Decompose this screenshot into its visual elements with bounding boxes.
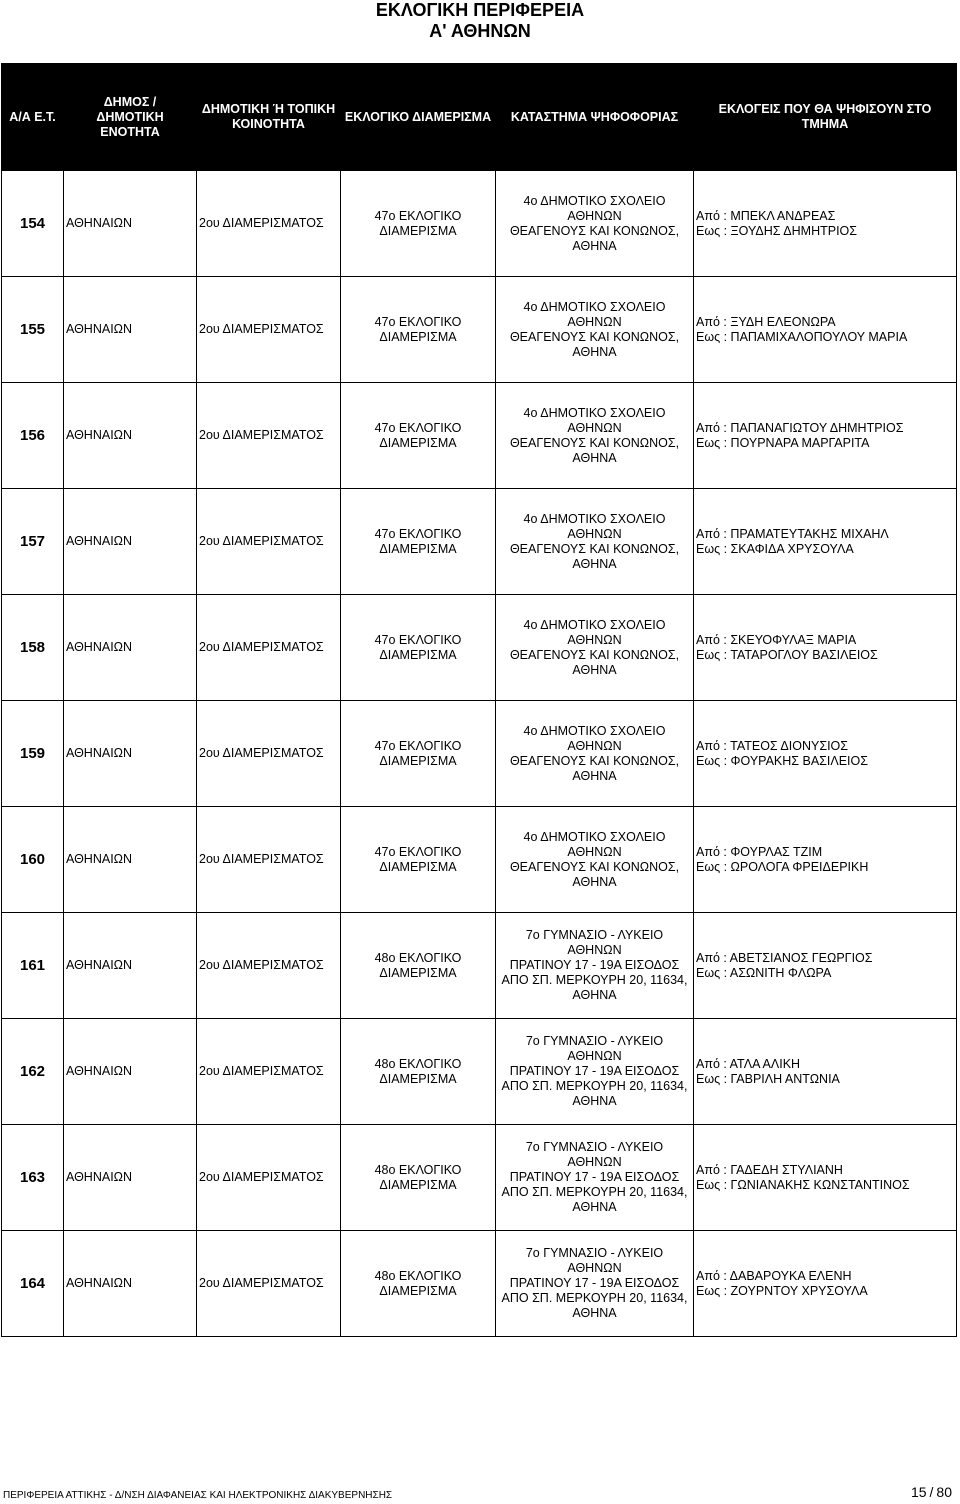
station-line-2: ΘΕΑΓΕΝΟΥΣ ΚΑΙ ΚΟΝΩΝΟΣ, <box>509 435 680 450</box>
cell-municipality: ΑΘΗΝΑΙΩΝ <box>64 807 197 913</box>
cell-voters-range <box>694 701 957 807</box>
station-line-3: ΑΠΟ ΣΠ. ΜΕΡΚΟΥΡΗ 20, 11634, <box>501 1291 688 1305</box>
voters-to: Εως : ΓΩΝΙΑΝΑΚΗΣ ΚΩΝΣΤΑΝΤΙΝΟΣ <box>696 1177 910 1192</box>
page-indicator <box>911 1484 952 1500</box>
district-line-2: ΔΙΑΜΕΡΙΣΜΑ <box>379 435 457 450</box>
station-line-1: 4ο ΔΗΜΟΤΙΚΟ ΣΧΟΛΕΙΟ ΑΘΗΝΩΝ <box>523 193 666 223</box>
header-dimos-line-1: ΔΗΜΟΣ / <box>103 94 157 109</box>
station-line-2: ΘΕΑΓΕΝΟΥΣ ΚΑΙ ΚΟΝΩΝΟΣ, <box>509 753 680 768</box>
station-line-1: 7ο ΓΥΜΝΑΣΙΟ - ΛΥΚΕΙΟ ΑΘΗΝΩΝ <box>525 1140 664 1169</box>
voters-to: Εως : ΣΚΑΦΙΔΑ ΧΡΥΣΟΥΛΑ <box>696 541 854 556</box>
cell-community: 2ου ΔΙΑΜΕΡΙΣΜΑΤΟΣ <box>197 489 341 595</box>
voters-from: Από : ΣΚΕΥΟΦΥΛΑΞ ΜΑΡΙΑ <box>696 632 857 647</box>
cell-polling-station <box>496 1125 694 1231</box>
station-line-1: 4ο ΔΗΜΟΤΙΚΟ ΣΧΟΛΕΙΟ ΑΘΗΝΩΝ <box>523 405 666 435</box>
cell-community: 2ου ΔΙΑΜΕΡΙΣΜΑΤΟΣ <box>197 1019 341 1125</box>
voters-to: Εως : ΓΑΒΡΙΛΗ ΑΝΤΩΝΙΑ <box>696 1071 840 1086</box>
district-line-2: ΔΙΑΜΕΡΙΣΜΑ <box>379 647 457 662</box>
cell-community: 2ου ΔΙΑΜΕΡΙΣΜΑΤΟΣ <box>197 701 341 807</box>
station-line-4: ΑΘΗΝΑ <box>572 450 617 465</box>
station-line-2: ΠΡΑΤΙΝΟΥ 17 - 19Α ΕΙΣΟΔΟΣ <box>509 1064 680 1078</box>
cell-community: 2ου ΔΙΑΜΕΡΙΣΜΑΤΟΣ <box>197 277 341 383</box>
polling-stations-table <box>1 63 957 1337</box>
cell-municipality: ΑΘΗΝΑΙΩΝ <box>64 701 197 807</box>
header-katastima: ΚΑΤΑΣΤΗΜΑ ΨΗΦΟΦΟΡΙΑΣ <box>496 64 694 171</box>
station-line-4: ΑΘΗΝΑ <box>572 1200 617 1214</box>
cell-station-number: 156 <box>2 383 64 489</box>
station-line-4: ΑΘΗΝΑ <box>572 768 617 783</box>
station-line-3: ΑΠΟ ΣΠ. ΜΕΡΚΟΥΡΗ 20, 11634, <box>501 1079 688 1093</box>
voters-from: Από : ΔΑΒΑΡΟΥΚΑ ΕΛΕΝΗ <box>696 1268 852 1283</box>
voters-to: Εως : ΞΟΥΔΗΣ ΔΗΜΗΤΡΙΟΣ <box>696 223 857 238</box>
district-line-2: ΔΙΑΜΕΡΙΣΜΑ <box>379 541 457 556</box>
district-line-1: 47ο ΕΚΛΟΓΙΚΟ <box>374 738 462 753</box>
district-line-1: 47ο ΕΚΛΟΓΙΚΟ <box>374 314 462 329</box>
table-row <box>2 1019 957 1125</box>
cell-municipality: ΑΘΗΝΑΙΩΝ <box>64 595 197 701</box>
station-line-1: 7ο ΓΥΜΝΑΣΙΟ - ΛΥΚΕΙΟ ΑΘΗΝΩΝ <box>525 928 664 957</box>
cell-electoral-district <box>341 1125 496 1231</box>
district-line-2: ΔΙΑΜΕΡΙΣΜΑ <box>379 965 457 980</box>
cell-polling-station <box>496 807 694 913</box>
station-line-2: ΘΕΑΓΕΝΟΥΣ ΚΑΙ ΚΟΝΩΝΟΣ, <box>509 223 680 238</box>
cell-polling-station <box>496 1231 694 1337</box>
station-line-4: ΑΘΗΝΑ <box>572 988 617 1002</box>
table-row <box>2 1231 957 1337</box>
district-line-1: 48ο ΕΚΛΟΓΙΚΟ <box>374 1268 462 1283</box>
station-line-4: ΑΘΗΝΑ <box>572 556 617 571</box>
table-row <box>2 701 957 807</box>
table-row <box>2 913 957 1019</box>
header-koinotita <box>197 64 341 171</box>
cell-voters-range <box>694 1125 957 1231</box>
station-line-3: ΑΠΟ ΣΠ. ΜΕΡΚΟΥΡΗ 20, 11634, <box>501 973 688 987</box>
document-title <box>0 0 960 42</box>
table-row <box>2 383 957 489</box>
station-line-4: ΑΘΗΝΑ <box>572 662 617 677</box>
voters-from: Από : ΠΡΑΜΑΤΕΥΤΑΚΗΣ ΜΙΧΑΗΛ <box>696 526 889 541</box>
cell-community: 2ου ΔΙΑΜΕΡΙΣΜΑΤΟΣ <box>197 1231 341 1337</box>
voters-to: Εως : ΦΟΥΡΑΚΗΣ ΒΑΣΙΛΕΙΟΣ <box>696 753 868 768</box>
cell-polling-station <box>496 1019 694 1125</box>
station-line-2: ΠΡΑΤΙΝΟΥ 17 - 19Α ΕΙΣΟΔΟΣ <box>509 958 680 972</box>
district-line-1: 48ο ΕΚΛΟΓΙΚΟ <box>374 950 462 965</box>
cell-station-number: 164 <box>2 1231 64 1337</box>
header-dimos <box>64 64 197 171</box>
voters-from: Από : ΓΑΔΕΔΗ ΣΤΥΛΙΑΝΗ <box>696 1162 843 1177</box>
station-line-4: ΑΘΗΝΑ <box>572 1094 617 1108</box>
cell-municipality: ΑΘΗΝΑΙΩΝ <box>64 1019 197 1125</box>
station-line-1: 4ο ΔΗΜΟΤΙΚΟ ΣΧΟΛΕΙΟ ΑΘΗΝΩΝ <box>523 829 666 859</box>
cell-electoral-district <box>341 1019 496 1125</box>
cell-polling-station <box>496 383 694 489</box>
voters-from: Από : ΦΟΥΡΛΑΣ ΤΖΙΜ <box>696 844 823 859</box>
cell-polling-station <box>496 595 694 701</box>
cell-voters-range <box>694 171 957 277</box>
cell-electoral-district <box>341 913 496 1019</box>
station-line-1: 4ο ΔΗΜΟΤΙΚΟ ΣΧΟΛΕΙΟ ΑΘΗΝΩΝ <box>523 511 666 541</box>
cell-station-number: 154 <box>2 171 64 277</box>
district-line-2: ΔΙΑΜΕΡΙΣΜΑ <box>379 1071 457 1086</box>
header-diamerisma: ΕΚΛΟΓΙΚΟ ΔΙΑΜΕΡΙΣΜΑ <box>341 64 496 171</box>
table-header <box>2 64 957 171</box>
table-row <box>2 171 957 277</box>
station-line-1: 4ο ΔΗΜΟΤΙΚΟ ΣΧΟΛΕΙΟ ΑΘΗΝΩΝ <box>523 617 666 647</box>
table-row <box>2 489 957 595</box>
cell-voters-range <box>694 383 957 489</box>
cell-electoral-district <box>341 489 496 595</box>
station-line-1: 7ο ΓΥΜΝΑΣΙΟ - ΛΥΚΕΙΟ ΑΘΗΝΩΝ <box>525 1034 664 1063</box>
table-row <box>2 1125 957 1231</box>
cell-electoral-district <box>341 277 496 383</box>
voters-to: Εως : ΠΑΠΑΜΙΧΑΛΟΠΟΥΛΟΥ ΜΑΡΙΑ <box>696 329 908 344</box>
district-line-1: 47ο ΕΚΛΟΓΙΚΟ <box>374 208 462 223</box>
cell-community: 2ου ΔΙΑΜΕΡΙΣΜΑΤΟΣ <box>197 913 341 1019</box>
district-line-2: ΔΙΑΜΕΡΙΣΜΑ <box>379 753 457 768</box>
station-line-1: 4ο ΔΗΜΟΤΙΚΟ ΣΧΟΛΕΙΟ ΑΘΗΝΩΝ <box>523 723 666 753</box>
voters-to: Εως : ΤΑΤΑΡΟΓΛΟΥ ΒΑΣΙΛΕΙΟΣ <box>696 647 878 662</box>
cell-electoral-district <box>341 383 496 489</box>
cell-municipality: ΑΘΗΝΑΙΩΝ <box>64 383 197 489</box>
district-line-1: 47ο ΕΚΛΟΓΙΚΟ <box>374 526 462 541</box>
cell-voters-range <box>694 595 957 701</box>
voters-to: Εως : ΠΟΥΡΝΑΡΑ ΜΑΡΓΑΡΙΤΑ <box>696 435 870 450</box>
cell-voters-range <box>694 489 957 595</box>
cell-voters-range <box>694 807 957 913</box>
table-body <box>2 171 957 1337</box>
header-aa: Α/Α Ε.Τ. <box>2 64 64 171</box>
district-line-1: 48ο ΕΚΛΟΓΙΚΟ <box>374 1162 462 1177</box>
footer-department: ΠΕΡΙΦΕΡΕΙΑ ΑΤΤΙΚΗΣ - Δ/ΝΣΗ ΔΙΑΦΑΝΕΙΑΣ ΚΑΙ ΗΛΕΚΤΡΟΝΙΚΗΣ ΔΙΑΚΥΒΕΡΝΗΣΗΣ <box>3 1490 393 1501</box>
cell-station-number: 163 <box>2 1125 64 1231</box>
cell-community: 2ου ΔΙΑΜΕΡΙΣΜΑΤΟΣ <box>197 807 341 913</box>
district-line-1: 48ο ΕΚΛΟΓΙΚΟ <box>374 1056 462 1071</box>
cell-municipality: ΑΘΗΝΑΙΩΝ <box>64 1125 197 1231</box>
station-line-3: ΑΠΟ ΣΠ. ΜΕΡΚΟΥΡΗ 20, 11634, <box>501 1185 688 1199</box>
station-line-4: ΑΘΗΝΑ <box>572 238 617 253</box>
cell-station-number: 159 <box>2 701 64 807</box>
cell-municipality: ΑΘΗΝΑΙΩΝ <box>64 277 197 383</box>
voters-from: Από : ΑΒΕΤΣΙΑΝΟΣ ΓΕΩΡΓΙΟΣ <box>696 950 873 965</box>
voters-from: Από : ΤΑΤΕΟΣ ΔΙΟΝΥΣΙΟΣ <box>696 738 848 753</box>
cell-station-number: 158 <box>2 595 64 701</box>
cell-municipality: ΑΘΗΝΑΙΩΝ <box>64 171 197 277</box>
station-line-2: ΘΕΑΓΕΝΟΥΣ ΚΑΙ ΚΟΝΩΝΟΣ, <box>509 647 680 662</box>
table-row <box>2 807 957 913</box>
station-line-4: ΑΘΗΝΑ <box>572 874 617 889</box>
cell-polling-station <box>496 489 694 595</box>
cell-polling-station <box>496 277 694 383</box>
header-koinotita-line-2: ΚΟΙΝΟΤΗΤΑ <box>232 117 305 131</box>
district-line-1: 47ο ΕΚΛΟΓΙΚΟ <box>374 420 462 435</box>
cell-community: 2ου ΔΙΑΜΕΡΙΣΜΑΤΟΣ <box>197 171 341 277</box>
district-line-2: ΔΙΑΜΕΡΙΣΜΑ <box>379 223 457 238</box>
table-row <box>2 277 957 383</box>
voters-to: Εως : ΖΟΥΡΝΤΟΥ ΧΡΥΣΟΥΛΑ <box>696 1283 868 1298</box>
station-line-4: ΑΘΗΝΑ <box>572 1306 617 1320</box>
cell-municipality: ΑΘΗΝΑΙΩΝ <box>64 1231 197 1337</box>
cell-electoral-district <box>341 595 496 701</box>
table-row <box>2 595 957 701</box>
voters-from: Από : ΞΥΔΗ ΕΛΕΟΝΩΡΑ <box>696 314 836 329</box>
cell-municipality: ΑΘΗΝΑΙΩΝ <box>64 489 197 595</box>
header-dimos-line-2: ΔΗΜΟΤΙΚΗ ΕΝΟΤΗΤΑ <box>96 109 164 139</box>
voters-to: Εως : ΑΣΩΝΙΤΗ ΦΛΩΡΑ <box>696 965 832 980</box>
cell-station-number: 160 <box>2 807 64 913</box>
cell-voters-range <box>694 1019 957 1125</box>
page-separator: / <box>929 1484 934 1500</box>
cell-polling-station <box>496 913 694 1019</box>
district-line-2: ΔΙΑΜΕΡΙΣΜΑ <box>379 859 457 874</box>
voters-to: Εως : ΩΡΟΛΟΓΑ ΦΡΕΙΔΕΡΙΚΗ <box>696 859 869 874</box>
district-line-2: ΔΙΑΜΕΡΙΣΜΑ <box>379 1177 457 1192</box>
cell-electoral-district <box>341 807 496 913</box>
cell-station-number: 155 <box>2 277 64 383</box>
station-line-4: ΑΘΗΝΑ <box>572 344 617 359</box>
station-line-1: 4ο ΔΗΜΟΤΙΚΟ ΣΧΟΛΕΙΟ ΑΘΗΝΩΝ <box>523 299 666 329</box>
district-line-1: 47ο ΕΚΛΟΓΙΚΟ <box>374 632 462 647</box>
page-total: 80 <box>936 1484 952 1500</box>
station-line-2: ΠΡΑΤΙΝΟΥ 17 - 19Α ΕΙΣΟΔΟΣ <box>509 1276 680 1290</box>
cell-electoral-district <box>341 171 496 277</box>
cell-polling-station <box>496 701 694 807</box>
cell-polling-station <box>496 171 694 277</box>
district-line-2: ΔΙΑΜΕΡΙΣΜΑ <box>379 329 457 344</box>
station-line-2: ΠΡΑΤΙΝΟΥ 17 - 19Α ΕΙΣΟΔΟΣ <box>509 1170 680 1184</box>
station-line-2: ΘΕΑΓΕΝΟΥΣ ΚΑΙ ΚΟΝΩΝΟΣ, <box>509 541 680 556</box>
voters-from: Από : ΠΑΠΑΝΑΓΙΩΤΟΥ ΔΗΜΗΤΡΙΟΣ <box>696 420 904 435</box>
header-eklogeis: ΕΚΛΟΓΕΙΣ ΠΟΥ ΘΑ ΨΗΦΙΣΟΥΝ ΣΤΟ ΤΜΗΜΑ <box>694 64 957 171</box>
station-line-2: ΘΕΑΓΕΝΟΥΣ ΚΑΙ ΚΟΝΩΝΟΣ, <box>509 859 680 874</box>
station-line-1: 7ο ΓΥΜΝΑΣΙΟ - ΛΥΚΕΙΟ ΑΘΗΝΩΝ <box>525 1246 664 1275</box>
cell-voters-range <box>694 277 957 383</box>
cell-voters-range <box>694 913 957 1019</box>
voters-from: Από : ΜΠΕΚΛ ΑΝΔΡΕΑΣ <box>696 208 836 223</box>
cell-community: 2ου ΔΙΑΜΕΡΙΣΜΑΤΟΣ <box>197 1125 341 1231</box>
cell-community: 2ου ΔΙΑΜΕΡΙΣΜΑΤΟΣ <box>197 595 341 701</box>
header-koinotita-line-1: ΔΗΜΟΤΙΚΗ Ή ΤΟΠΙΚΗ <box>201 102 336 116</box>
district-line-2: ΔΙΑΜΕΡΙΣΜΑ <box>379 1283 457 1298</box>
district-line-1: 47ο ΕΚΛΟΓΙΚΟ <box>374 844 462 859</box>
cell-municipality: ΑΘΗΝΑΙΩΝ <box>64 913 197 1019</box>
cell-station-number: 157 <box>2 489 64 595</box>
voters-from: Από : ΑΤΛΑ ΑΛΙΚΗ <box>696 1056 801 1071</box>
page-current: 15 <box>910 1484 927 1500</box>
cell-electoral-district <box>341 1231 496 1337</box>
cell-station-number: 162 <box>2 1019 64 1125</box>
cell-community: 2ου ΔΙΑΜΕΡΙΣΜΑΤΟΣ <box>197 383 341 489</box>
cell-voters-range <box>694 1231 957 1337</box>
title-line-1: ΕΚΛΟΓΙΚΗ ΠΕΡΙΦΕΡΕΙΑ <box>375 0 585 20</box>
cell-station-number: 161 <box>2 913 64 1019</box>
station-line-2: ΘΕΑΓΕΝΟΥΣ ΚΑΙ ΚΟΝΩΝΟΣ, <box>509 329 680 344</box>
cell-electoral-district <box>341 701 496 807</box>
title-line-2: Α' ΑΘΗΝΩΝ <box>429 21 531 41</box>
